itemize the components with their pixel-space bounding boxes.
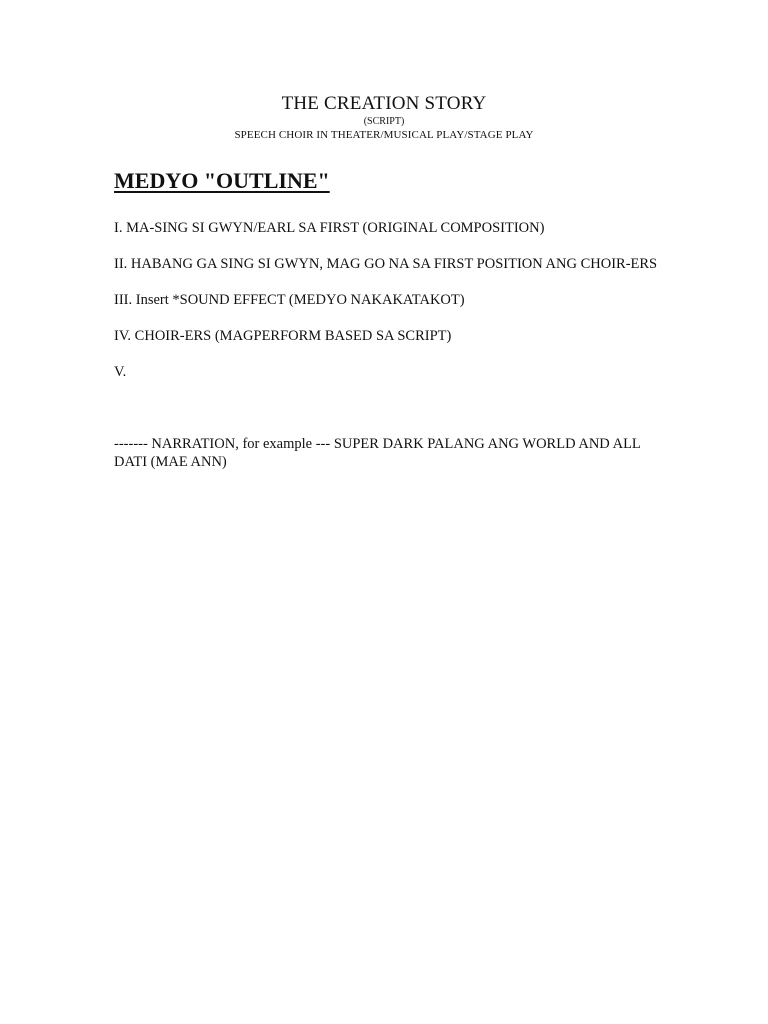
document-body <box>114 167 659 471</box>
outline-heading: MEDYO "OUTLINE" <box>114 168 330 193</box>
document-header <box>0 92 768 142</box>
outline-item-5: V. <box>114 364 127 380</box>
document-subtitle: (SCRIPT) <box>363 116 405 127</box>
outline-item-4: IV. CHOIR-ERS (MAGPERFORM BASED SA SCRIPT) <box>114 328 452 344</box>
outline-item-3: III. Insert *SOUND EFFECT (MEDYO NAKAKATAKOT) <box>114 292 465 308</box>
document-title: THE CREATION STORY <box>281 93 487 114</box>
outline-item-2: II. HABANG GA SING SI GWYN, MAG GO NA SA FIRST POSITION ANG CHOIR-ERS <box>114 256 658 272</box>
outline-item-1: I. MA-SING SI GWYN/EARL SA FIRST (ORIGINAL COMPOSITION) <box>114 220 545 236</box>
document-subtitle-secondary: SPEECH CHOIR IN THEATER/MUSICAL PLAY/STAGE PLAY <box>234 129 534 141</box>
narration-paragraph: ------- NARRATION, for example --- SUPER DARK PALANG ANG WORLD AND ALL DATI (MAE ANN) <box>114 436 641 470</box>
